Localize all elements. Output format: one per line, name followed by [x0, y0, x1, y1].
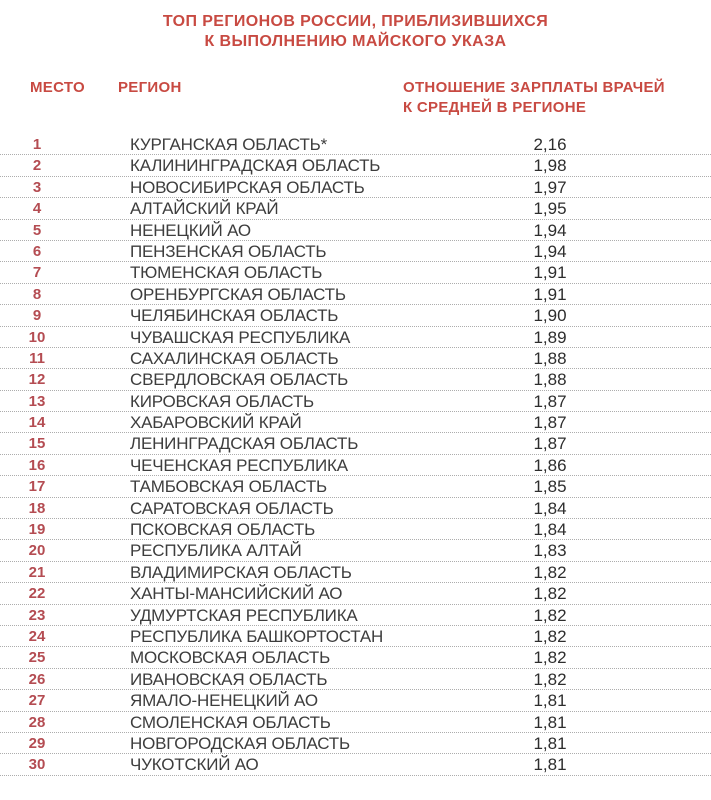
- table-row: [0, 754, 711, 775]
- row-value: 1,84: [533, 498, 567, 518]
- row-rank: 18: [28, 499, 46, 517]
- table-row: [0, 540, 711, 561]
- table-row: [0, 262, 711, 283]
- row-region: ХАНТЫ-МАНСИЙСКИЙ АО: [130, 584, 343, 604]
- infographic-page: [0, 12, 711, 800]
- row-region: САХАЛИНСКАЯ ОБЛАСТЬ: [130, 348, 339, 368]
- row-region: ХАБАРОВСКИЙ КРАЙ: [130, 413, 302, 433]
- row-rank: 29: [28, 734, 46, 752]
- row-value: 1,81: [533, 733, 567, 753]
- row-region: СМОЛЕНСКАЯ ОБЛАСТЬ: [130, 712, 331, 732]
- row-region: КИРОВСКАЯ ОБЛАСТЬ: [130, 391, 314, 411]
- row-rank: 5: [32, 221, 42, 239]
- row-value: 1,84: [533, 520, 567, 540]
- row-value: 1,91: [533, 263, 567, 283]
- table-row: [0, 412, 711, 433]
- row-value: 1,87: [533, 391, 567, 411]
- row-rank: 15: [28, 435, 46, 453]
- column-header-value-line1: ОТНОШЕНИЕ ЗАРПЛАТЫ ВРАЧЕЙ: [403, 79, 665, 96]
- row-value: 1,97: [533, 177, 567, 197]
- table-row: [0, 712, 711, 733]
- row-region: КУРГАНСКАЯ ОБЛАСТЬ*: [130, 135, 328, 154]
- row-value: 1,90: [533, 306, 567, 326]
- column-header-value: [403, 78, 665, 118]
- table-row: [0, 605, 711, 626]
- row-rank: 27: [28, 692, 46, 710]
- row-value: 1,87: [533, 413, 567, 433]
- row-rank: 9: [32, 307, 42, 325]
- row-region: ИВАНОВСКАЯ ОБЛАСТЬ: [130, 669, 328, 689]
- row-region: ЛЕНИНГРАДСКАЯ ОБЛАСТЬ: [130, 434, 359, 454]
- row-rank: 19: [28, 521, 46, 539]
- table-row: [0, 647, 711, 668]
- column-header-value-line2: К СРЕДНЕЙ В РЕГИОНЕ: [403, 99, 587, 116]
- table-row: [0, 433, 711, 454]
- row-value: 1,94: [533, 241, 567, 261]
- row-value: 1,82: [533, 605, 567, 625]
- row-rank: 14: [28, 414, 46, 432]
- table-body: [0, 134, 711, 776]
- row-rank: 23: [28, 606, 46, 624]
- row-region: ЧЕЛЯБИНСКАЯ ОБЛАСТЬ: [130, 306, 339, 326]
- row-value: 1,89: [533, 327, 567, 347]
- row-value: 1,86: [533, 455, 567, 475]
- table-row: [0, 519, 711, 540]
- row-region: ВЛАДИМИРСКАЯ ОБЛАСТЬ: [130, 562, 352, 582]
- table-row: [0, 241, 711, 262]
- row-rank: 6: [32, 242, 42, 260]
- table-row: [0, 583, 711, 604]
- table-row: [0, 498, 711, 519]
- row-rank: 12: [28, 371, 46, 389]
- row-region: МОСКОВСКАЯ ОБЛАСТЬ: [130, 648, 331, 668]
- table-row: [0, 177, 711, 198]
- row-value: 2,16: [533, 135, 567, 154]
- table-row: [0, 327, 711, 348]
- row-region: ПСКОВСКАЯ ОБЛАСТЬ: [130, 520, 316, 540]
- column-header-rank: МЕСТО: [30, 79, 85, 96]
- row-rank: 22: [28, 585, 46, 603]
- table-row: [0, 155, 711, 176]
- row-region: ЧЕЧЕНСКАЯ РЕСПУБЛИКА: [130, 455, 348, 475]
- column-header-region: РЕГИОН: [118, 79, 182, 96]
- table-row: [0, 476, 711, 497]
- row-rank: 16: [28, 456, 46, 474]
- row-value: 1,87: [533, 434, 567, 454]
- row-rank: 28: [28, 713, 46, 731]
- row-rank: 8: [32, 285, 42, 303]
- row-value: 1,81: [533, 755, 567, 775]
- row-region: ТЮМЕНСКАЯ ОБЛАСТЬ: [130, 263, 323, 283]
- row-rank: 2: [32, 157, 42, 175]
- row-region: НЕНЕЦКИЙ АО: [130, 220, 251, 240]
- row-rank: 1: [32, 136, 42, 153]
- row-region: НОВГОРОДСКАЯ ОБЛАСТЬ: [130, 733, 350, 753]
- table-row: [0, 391, 711, 412]
- row-rank: 24: [28, 627, 46, 645]
- table-row: [0, 305, 711, 326]
- row-rank: 30: [28, 756, 46, 774]
- row-region: АЛТАЙСКИЙ КРАЙ: [130, 199, 279, 219]
- row-value: 1,82: [533, 648, 567, 668]
- row-value: 1,83: [533, 541, 567, 561]
- row-value: 1,85: [533, 477, 567, 497]
- row-region: САРАТОВСКАЯ ОБЛАСТЬ: [130, 498, 334, 518]
- row-region: ОРЕНБУРГСКАЯ ОБЛАСТЬ: [130, 284, 346, 304]
- row-rank: 10: [28, 328, 46, 346]
- table-row: [0, 220, 711, 241]
- table-row: [0, 690, 711, 711]
- row-value: 1,82: [533, 669, 567, 689]
- row-value: 1,81: [533, 712, 567, 732]
- row-region: УДМУРТСКАЯ РЕСПУБЛИКА: [130, 605, 358, 625]
- row-value: 1,91: [533, 284, 567, 304]
- row-region: ЧУКОТСКИЙ АО: [130, 755, 259, 775]
- row-value: 1,95: [533, 199, 567, 219]
- row-rank: 11: [29, 349, 45, 367]
- table-row: [0, 369, 711, 390]
- page-title-line1: ТОП РЕГИОНОВ РОССИИ, ПРИБЛИЗИВШИХСЯ: [162, 13, 549, 30]
- table-row: [0, 733, 711, 754]
- row-value: 1,94: [533, 220, 567, 240]
- row-region: СВЕРДЛОВСКАЯ ОБЛАСТЬ: [130, 370, 349, 390]
- row-rank: 25: [28, 649, 46, 667]
- row-value: 1,82: [533, 584, 567, 604]
- row-region: ПЕНЗЕНСКАЯ ОБЛАСТЬ: [130, 241, 327, 261]
- table-row: [0, 198, 711, 219]
- row-rank: 4: [32, 200, 42, 218]
- row-value: 1,88: [533, 348, 567, 368]
- page-title-line2: К ВЫПОЛНЕНИЮ МАЙСКОГО УКАЗА: [204, 33, 507, 50]
- table-row: [0, 455, 711, 476]
- row-region: НОВОСИБИРСКАЯ ОБЛАСТЬ: [130, 177, 365, 197]
- table-header: [0, 78, 711, 118]
- row-rank: 21: [28, 563, 46, 581]
- row-region: РЕСПУБЛИКА БАШКОРТОСТАН: [130, 626, 384, 646]
- table-row: [0, 669, 711, 690]
- row-rank: 26: [28, 670, 46, 688]
- row-rank: 17: [28, 478, 46, 496]
- row-region: РЕСПУБЛИКА АЛТАЙ: [130, 541, 302, 561]
- row-value: 1,81: [533, 691, 567, 711]
- row-region: ЧУВАШСКАЯ РЕСПУБЛИКА: [130, 327, 351, 347]
- row-region: КАЛИНИНГРАДСКАЯ ОБЛАСТЬ: [130, 156, 381, 176]
- table-row: [0, 626, 711, 647]
- row-value: 1,82: [533, 562, 567, 582]
- row-rank: 7: [32, 264, 42, 282]
- row-value: 1,82: [533, 626, 567, 646]
- row-rank: 20: [28, 542, 46, 560]
- page-title: [0, 12, 711, 52]
- row-region: ЯМАЛО-НЕНЕЦКИЙ АО: [130, 691, 318, 711]
- row-rank: 13: [28, 392, 46, 410]
- table-row: [0, 284, 711, 305]
- row-value: 1,98: [533, 156, 567, 176]
- table-row: [0, 134, 711, 155]
- row-region: ТАМБОВСКАЯ ОБЛАСТЬ: [130, 477, 327, 497]
- table-row: [0, 562, 711, 583]
- row-value: 1,88: [533, 370, 567, 390]
- row-rank: 3: [32, 178, 42, 196]
- table-row: [0, 348, 711, 369]
